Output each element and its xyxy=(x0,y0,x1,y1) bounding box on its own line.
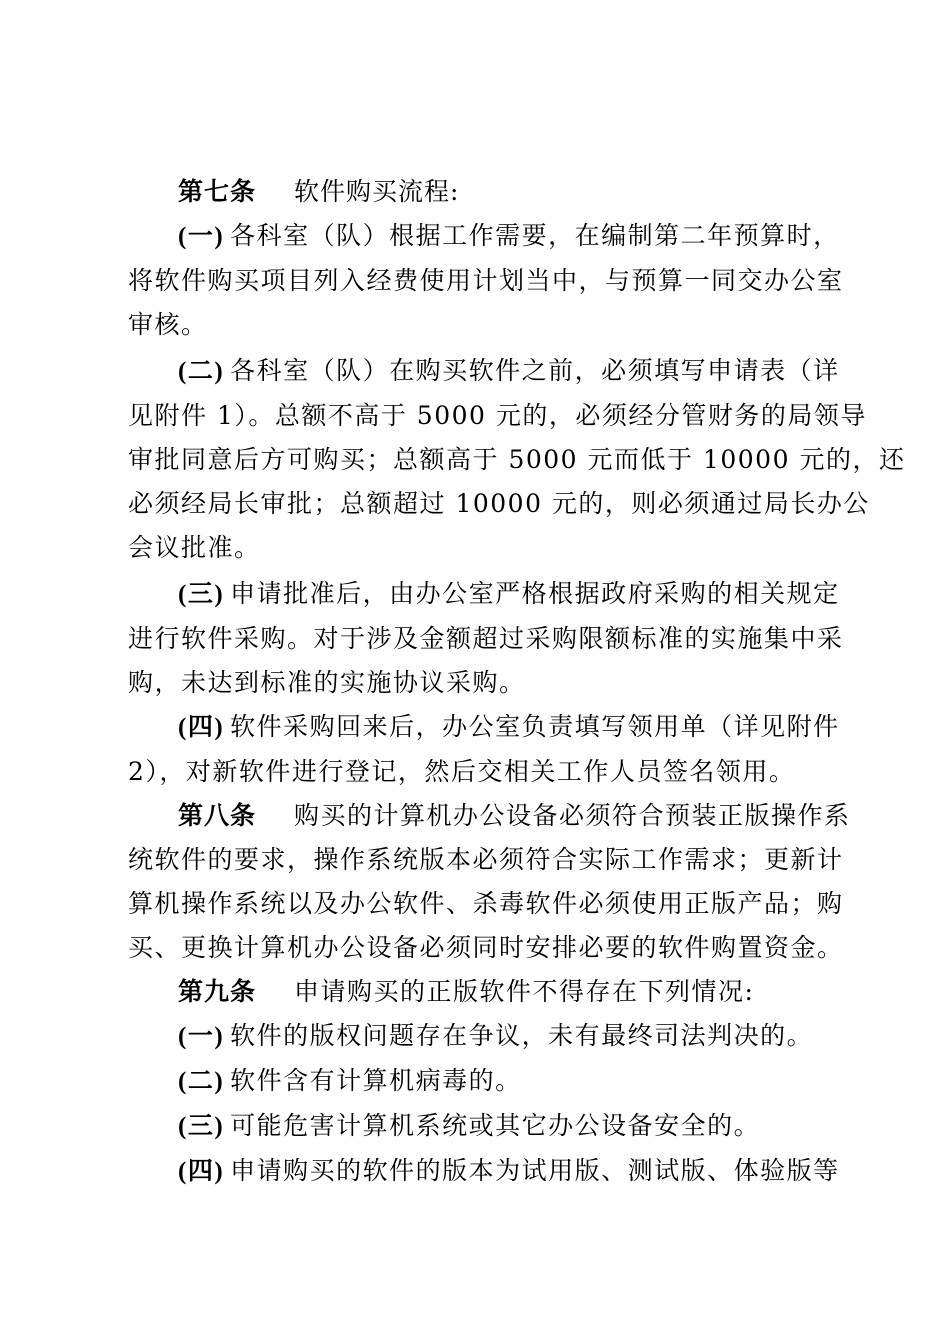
paragraph-line xyxy=(128,794,851,838)
paragraph-line: 购，未达到标准的实施协议采购。 xyxy=(128,668,526,697)
paragraph-line xyxy=(128,349,840,394)
article-title: 软件购买流程: xyxy=(294,177,460,206)
line-text: 可能危害计算机系统或其它办公设备安全的。 xyxy=(230,1111,761,1140)
article-9-item-1 xyxy=(128,1014,832,1059)
line-text: 申请购买的软件的版本为试用版、测试版、体验版等 xyxy=(230,1156,840,1185)
paragraph-line xyxy=(128,572,840,617)
line-text: 软件含有计算机病毒的。 xyxy=(230,1066,522,1095)
paragraph-line xyxy=(128,705,840,750)
item-number: (四) xyxy=(178,714,225,741)
paragraph-line: 会议批准。 xyxy=(128,533,261,562)
article-9-item-3 xyxy=(128,1104,832,1149)
paragraph-line: 统软件的要求，操作系统版本必须符合实际工作需求；更新计 xyxy=(128,845,844,874)
paragraph-line: 2），对新软件进行登记，然后交相关工作人员签名领用。 xyxy=(128,757,796,786)
article-7-item-4 xyxy=(128,705,840,794)
line-text: 各科室（队）根据工作需要，在编制第二年预算时， xyxy=(230,221,840,250)
line-text: 各科室（队）在购买软件之前，必须填写申请表（详 xyxy=(230,356,840,385)
article-9-item-4 xyxy=(128,1149,840,1194)
paragraph-line: 必须经局长审批；总额超过 10000 元的，则必须通过局长办公 xyxy=(128,489,870,518)
paragraph-line: 审批同意后方可购买；总额高于 5000 元而低于 10000 元的，还 xyxy=(128,445,906,474)
article-8 xyxy=(128,794,851,970)
line-text: 申请批准后，由办公室严格根据政府采购的相关规定 xyxy=(230,579,840,608)
item-number: (二) xyxy=(178,358,225,385)
paragraph-line: 进行软件采购。对于涉及金额超过采购限额标准的实施集中采 xyxy=(128,624,844,653)
paragraph-line: 审核。 xyxy=(128,310,208,339)
item-number: (一) xyxy=(178,1023,225,1050)
article-number: 第九条 xyxy=(178,977,257,1006)
article-7-item-1 xyxy=(128,214,844,347)
article-7-item-3 xyxy=(128,572,844,705)
line-text: 软件的版权问题存在争议，未有最终司法判决的。 xyxy=(230,1021,814,1050)
item-number: (一) xyxy=(178,223,225,250)
paragraph-line xyxy=(128,214,840,259)
line-text: 软件采购回来后，办公室负责填写领用单（详见附件 xyxy=(230,712,840,741)
article-9-item-2 xyxy=(128,1059,832,1104)
article-title: 申请购买的正版软件不得存在下列情况: xyxy=(294,977,755,1006)
article-9 xyxy=(128,970,840,1194)
item-number: (二) xyxy=(178,1068,225,1095)
paragraph-line xyxy=(128,970,832,1014)
article-number: 第八条 xyxy=(178,801,257,830)
paragraph-line: 将软件购买项目列入经费使用计划当中，与预算一同交办公室 xyxy=(128,266,844,295)
article-7-heading xyxy=(128,170,832,214)
article-number: 第七条 xyxy=(178,177,257,206)
item-number: (三) xyxy=(178,581,225,608)
paragraph-line: 见附件 1）。总额不高于 5000 元的，必须经分管财务的局领导 xyxy=(128,401,867,430)
line-text: 购买的计算机办公设备必须符合预装正版操作系 xyxy=(294,801,851,830)
item-number: (四) xyxy=(178,1158,225,1185)
document-page xyxy=(128,170,906,1194)
article-7 xyxy=(128,170,906,794)
paragraph-line: 算机操作系统以及办公软件、杀毒软件必须使用正版产品；购 xyxy=(128,889,844,918)
item-number: (三) xyxy=(178,1113,225,1140)
article-7-item-2 xyxy=(128,349,906,570)
paragraph-line: 买、更换计算机办公设备必须同时安排必要的软件购置资金。 xyxy=(128,933,844,962)
